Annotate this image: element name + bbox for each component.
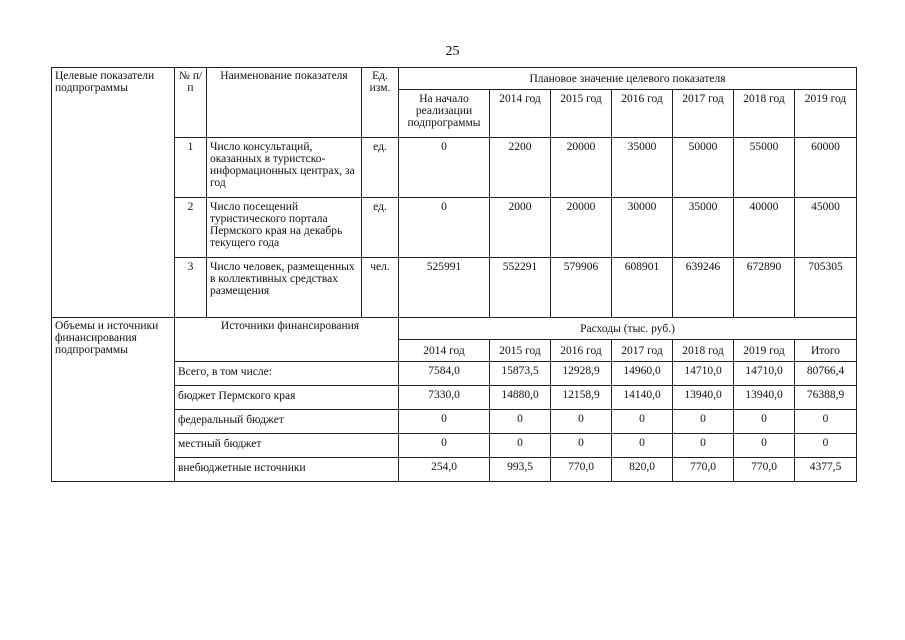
finance-value: 993,5 [490, 458, 551, 482]
col-header-2018: 2018 год [734, 90, 795, 138]
indicator-value: 35000 [612, 138, 673, 198]
indicator-value: 525991 [399, 258, 490, 318]
finance-value: 254,0 [399, 458, 490, 482]
finance-value: 76388,9 [795, 386, 857, 410]
finance-value: 12928,9 [551, 362, 612, 386]
finance-value: 770,0 [734, 458, 795, 482]
finance-value: 0 [673, 410, 734, 434]
indicators-header-row [52, 68, 857, 90]
indicator-value: 639246 [673, 258, 734, 318]
finance-source-label: внебюджетные источники [175, 458, 399, 482]
indicator-value: 0 [399, 198, 490, 258]
indicator-name: Число человек, размещенных в коллективных средствах размещения [207, 258, 362, 318]
finance-source-label: Всего, в том числе: [175, 362, 399, 386]
indicator-value: 20000 [551, 138, 612, 198]
finance-value: 0 [490, 434, 551, 458]
finance-value: 0 [551, 410, 612, 434]
indicator-value: 30000 [612, 198, 673, 258]
finance-header-row [52, 318, 857, 340]
finance-value: 13940,0 [734, 386, 795, 410]
expenses-header: Расходы (тыс. руб.) [399, 318, 857, 340]
col-header-num: № п/п [175, 68, 207, 138]
finance-value: 14710,0 [673, 362, 734, 386]
sources-header: Источники финансирования [175, 318, 399, 362]
indicator-value: 45000 [795, 198, 857, 258]
indicator-value: 50000 [673, 138, 734, 198]
subprogram-table [51, 67, 857, 482]
finance-source-label: бюджет Пермского края [175, 386, 399, 410]
finance-value: 13940,0 [673, 386, 734, 410]
finance-value: 0 [490, 410, 551, 434]
indicator-value: 35000 [673, 198, 734, 258]
finance-value: 12158,9 [551, 386, 612, 410]
indicator-value: 20000 [551, 198, 612, 258]
col-header-unit: Ед. изм. [362, 68, 399, 138]
finance-value: 0 [795, 410, 857, 434]
finance-col-total: Итого [795, 340, 857, 362]
finance-value: 15873,5 [490, 362, 551, 386]
col-header-planned: Плановое значение целевого показателя [399, 68, 857, 90]
finance-col-2015: 2015 год [490, 340, 551, 362]
indicator-name: Число консультаций, оказанных в туристско-информационных центрах, за год [207, 138, 362, 198]
indicator-unit: ед. [362, 138, 399, 198]
finance-value: 14960,0 [612, 362, 673, 386]
col-header-2019: 2019 год [795, 90, 857, 138]
finance-value: 14140,0 [612, 386, 673, 410]
finance-section-label: Объемы и источники финансирования подпрограммы [52, 318, 175, 482]
col-header-2015: 2015 год [551, 90, 612, 138]
indicator-value: 579906 [551, 258, 612, 318]
indicator-num: 3 [175, 258, 207, 318]
indicator-value: 672890 [734, 258, 795, 318]
indicator-value: 608901 [612, 258, 673, 318]
col-header-2014: 2014 год [490, 90, 551, 138]
finance-value: 14880,0 [490, 386, 551, 410]
indicator-value: 55000 [734, 138, 795, 198]
finance-value: 0 [612, 434, 673, 458]
finance-value: 770,0 [551, 458, 612, 482]
indicator-value: 705305 [795, 258, 857, 318]
finance-value: 14710,0 [734, 362, 795, 386]
page-number: 25 [445, 44, 460, 59]
indicator-value: 60000 [795, 138, 857, 198]
finance-col-2016: 2016 год [551, 340, 612, 362]
col-header-name: Наименование показателя [207, 68, 362, 138]
finance-value: 4377,5 [795, 458, 857, 482]
finance-value: 0 [673, 434, 734, 458]
finance-value: 0 [795, 434, 857, 458]
finance-source-label: федеральный бюджет [175, 410, 399, 434]
indicator-unit: чел. [362, 258, 399, 318]
col-header-2016: 2016 год [612, 90, 673, 138]
finance-source-label: местный бюджет [175, 434, 399, 458]
indicator-value: 40000 [734, 198, 795, 258]
finance-value: 0 [551, 434, 612, 458]
indicator-value: 2200 [490, 138, 551, 198]
finance-value: 0 [734, 434, 795, 458]
finance-value: 0 [399, 434, 490, 458]
finance-value: 770,0 [673, 458, 734, 482]
finance-col-2017: 2017 год [612, 340, 673, 362]
finance-value: 0 [399, 410, 490, 434]
finance-value: 0 [734, 410, 795, 434]
finance-value: 80766,4 [795, 362, 857, 386]
indicator-num: 1 [175, 138, 207, 198]
indicator-value: 552291 [490, 258, 551, 318]
indicator-num: 2 [175, 198, 207, 258]
finance-value: 7330,0 [399, 386, 490, 410]
indicators-section-label: Целевые показатели подпрограммы [52, 68, 175, 318]
col-header-start: На начало реализации подпрограммы [399, 90, 490, 138]
finance-value: 7584,0 [399, 362, 490, 386]
col-header-2017: 2017 год [673, 90, 734, 138]
finance-col-2018: 2018 год [673, 340, 734, 362]
finance-value: 0 [612, 410, 673, 434]
finance-col-2019: 2019 год [734, 340, 795, 362]
indicator-unit: ед. [362, 198, 399, 258]
finance-col-2014: 2014 год [399, 340, 490, 362]
finance-value: 820,0 [612, 458, 673, 482]
indicator-name: Число посещений туристического портала Пермского края на декабрь текущего года [207, 198, 362, 258]
indicator-value: 0 [399, 138, 490, 198]
indicator-value: 2000 [490, 198, 551, 258]
